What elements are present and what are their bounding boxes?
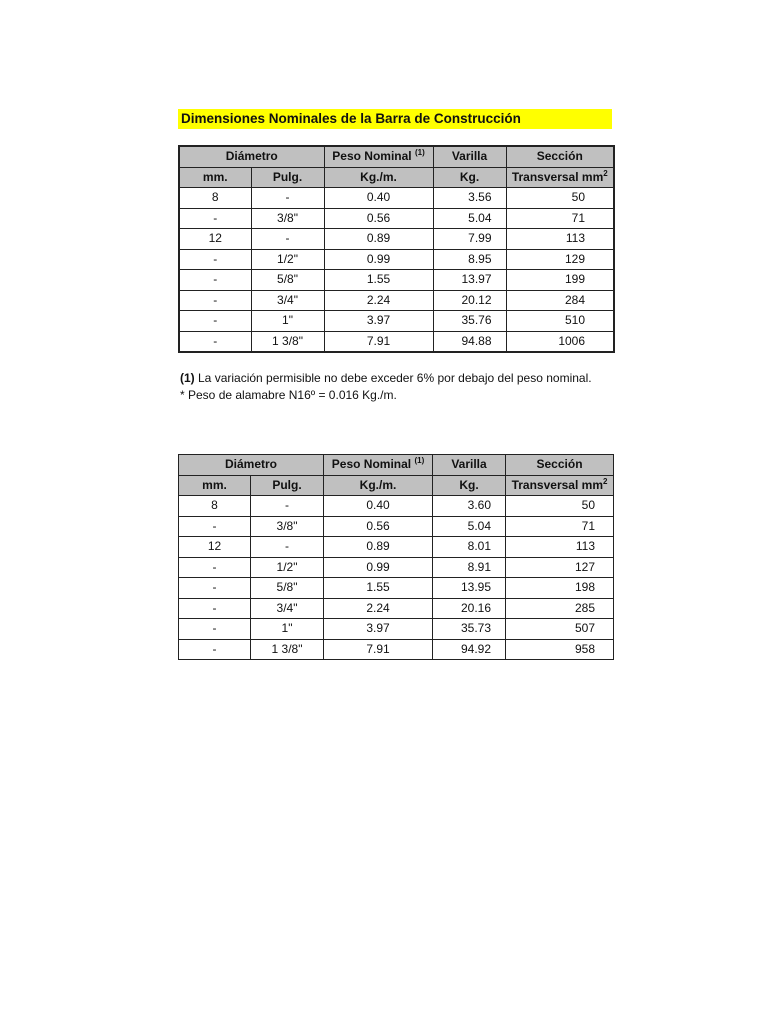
cell-peso-nominal: 0.89 xyxy=(324,229,433,250)
table-row xyxy=(179,619,614,640)
cell-varilla: 3.60 xyxy=(433,496,506,517)
dimensions-table-2 xyxy=(178,454,614,660)
header-row-1 xyxy=(179,146,614,167)
header-seccion: Sección xyxy=(506,146,614,167)
cell-pulg: 5/8" xyxy=(251,578,324,599)
cell-varilla: 20.16 xyxy=(433,598,506,619)
header-varilla: Varilla xyxy=(433,146,506,167)
footnote-1-marker: (1) xyxy=(180,371,195,385)
cell-mm: - xyxy=(179,598,251,619)
cell-varilla: 5.04 xyxy=(433,516,506,537)
cell-peso-nominal: 0.56 xyxy=(324,516,433,537)
table-row xyxy=(179,537,614,558)
cell-seccion: 113 xyxy=(506,537,614,558)
cell-varilla: 8.95 xyxy=(433,249,506,270)
header-mm: mm. xyxy=(179,475,251,496)
cell-seccion: 510 xyxy=(506,311,614,332)
table-row xyxy=(179,639,614,660)
cell-mm: - xyxy=(179,290,251,311)
cell-pulg: 3/8" xyxy=(251,208,324,229)
header-diametro: Diámetro xyxy=(179,455,324,476)
cell-varilla: 35.73 xyxy=(433,619,506,640)
footnote-1-text: La variación permisible no debe exceder 6% por debajo del peso nominal. xyxy=(194,371,592,385)
cell-varilla: 5.04 xyxy=(433,208,506,229)
cell-peso-nominal: 0.89 xyxy=(324,537,433,558)
cell-varilla: 13.95 xyxy=(433,578,506,599)
page-title: Dimensiones Nominales de la Barra de Construcción xyxy=(178,109,612,129)
cell-mm: 8 xyxy=(179,188,251,209)
table-row xyxy=(179,208,614,229)
table-row xyxy=(179,229,614,250)
header-mm: mm. xyxy=(179,167,251,188)
cell-mm: - xyxy=(179,270,251,291)
footnote-1 xyxy=(180,370,592,387)
table-row xyxy=(179,557,614,578)
cell-peso-nominal: 0.56 xyxy=(324,208,433,229)
cell-varilla: 7.99 xyxy=(433,229,506,250)
cell-pulg: 1/2" xyxy=(251,249,324,270)
cell-peso-nominal: 0.99 xyxy=(324,557,433,578)
cell-pulg: - xyxy=(251,537,324,558)
footnotes xyxy=(180,370,592,404)
cell-varilla: 35.76 xyxy=(433,311,506,332)
cell-seccion: 507 xyxy=(506,619,614,640)
cell-varilla: 8.91 xyxy=(433,557,506,578)
header-kgm: Kg./m. xyxy=(324,167,433,188)
cell-peso-nominal: 1.55 xyxy=(324,578,433,599)
cell-peso-nominal: 0.40 xyxy=(324,188,433,209)
cell-seccion: 127 xyxy=(506,557,614,578)
table-row xyxy=(179,516,614,537)
cell-seccion: 50 xyxy=(506,188,614,209)
cell-mm: 12 xyxy=(179,537,251,558)
cell-seccion: 50 xyxy=(506,496,614,517)
cell-pulg: 5/8" xyxy=(251,270,324,291)
cell-mm: - xyxy=(179,311,251,332)
header-transversal-sup: 2 xyxy=(602,476,608,486)
cell-peso-nominal: 0.40 xyxy=(324,496,433,517)
header-row-2 xyxy=(179,475,614,496)
cell-mm: - xyxy=(179,331,251,352)
cell-seccion: 71 xyxy=(506,516,614,537)
cell-varilla: 13.97 xyxy=(433,270,506,291)
cell-pulg: 1 3/8" xyxy=(251,639,324,660)
cell-mm: - xyxy=(179,208,251,229)
header-transversal: Transversal $mm^2$ xyxy=(506,167,614,188)
cell-mm: 8 xyxy=(179,496,251,517)
header-peso-footnote: (1) xyxy=(414,148,425,158)
header-pulg: Pulg. xyxy=(251,167,324,188)
cell-pulg: - xyxy=(251,496,324,517)
cell-pulg: 1" xyxy=(251,311,324,332)
cell-seccion: 113 xyxy=(506,229,614,250)
header-pulg: Pulg. xyxy=(251,475,324,496)
header-kgm: Kg./m. xyxy=(324,475,433,496)
cell-varilla: 20.12 xyxy=(433,290,506,311)
cell-peso-nominal: 2.24 xyxy=(324,290,433,311)
cell-mm: - xyxy=(179,619,251,640)
cell-varilla: 8.01 xyxy=(433,537,506,558)
table-row xyxy=(179,311,614,332)
cell-pulg: 1 3/8" xyxy=(251,331,324,352)
header-diametro: Diámetro xyxy=(179,146,324,167)
header-row-2 xyxy=(179,167,614,188)
cell-varilla: 3.56 xyxy=(433,188,506,209)
cell-seccion: 284 xyxy=(506,290,614,311)
cell-mm: 12 xyxy=(179,229,251,250)
header-varilla: Varilla xyxy=(433,455,506,476)
cell-pulg: 3/4" xyxy=(251,598,324,619)
cell-mm: - xyxy=(179,578,251,599)
cell-mm: - xyxy=(179,249,251,270)
header-seccion: Sección xyxy=(506,455,614,476)
header-row-1 xyxy=(179,455,614,476)
cell-mm: - xyxy=(179,557,251,578)
header-transversal-sup: 2 xyxy=(603,168,608,178)
cell-pulg: 1/2" xyxy=(251,557,324,578)
table-row xyxy=(179,331,614,352)
cell-mm: - xyxy=(179,639,251,660)
cell-varilla: 94.92 xyxy=(433,639,506,660)
footnote-2: * Peso de alamabre N16º = 0.016 Kg./m. xyxy=(180,388,397,402)
cell-pulg: - xyxy=(251,229,324,250)
cell-pulg: - xyxy=(251,188,324,209)
table-row xyxy=(179,578,614,599)
cell-pulg: 1" xyxy=(251,619,324,640)
cell-peso-nominal: 3.97 xyxy=(324,311,433,332)
cell-seccion: 958 xyxy=(506,639,614,660)
header-peso-footnote: (1) xyxy=(414,456,425,466)
cell-mm: - xyxy=(179,516,251,537)
cell-peso-nominal: 7.91 xyxy=(324,639,433,660)
cell-seccion: 71 xyxy=(506,208,614,229)
header-kg: Kg. xyxy=(433,475,506,496)
cell-peso-nominal: 0.99 xyxy=(324,249,433,270)
table-row xyxy=(179,290,614,311)
header-peso-nominal: Peso Nominal $^{(1)}$ xyxy=(324,455,433,476)
table-row xyxy=(179,270,614,291)
cell-peso-nominal: 2.24 xyxy=(324,598,433,619)
table-row xyxy=(179,188,614,209)
dimensions-table-1 xyxy=(178,145,615,353)
cell-seccion: 129 xyxy=(506,249,614,270)
header-kg: Kg. xyxy=(433,167,506,188)
cell-seccion: 285 xyxy=(506,598,614,619)
table-row xyxy=(179,496,614,517)
header-transversal: Transversal $mm^2$ xyxy=(506,475,614,496)
table-row xyxy=(179,249,614,270)
table-row xyxy=(179,598,614,619)
cell-pulg: 3/4" xyxy=(251,290,324,311)
header-peso-nominal: Peso Nominal $^{(1)}$ xyxy=(324,146,433,167)
cell-seccion: 1006 xyxy=(506,331,614,352)
cell-seccion: 199 xyxy=(506,270,614,291)
cell-peso-nominal: 3.97 xyxy=(324,619,433,640)
cell-varilla: 94.88 xyxy=(433,331,506,352)
cell-peso-nominal: 1.55 xyxy=(324,270,433,291)
cell-seccion: 198 xyxy=(506,578,614,599)
cell-pulg: 3/8" xyxy=(251,516,324,537)
cell-peso-nominal: 7.91 xyxy=(324,331,433,352)
